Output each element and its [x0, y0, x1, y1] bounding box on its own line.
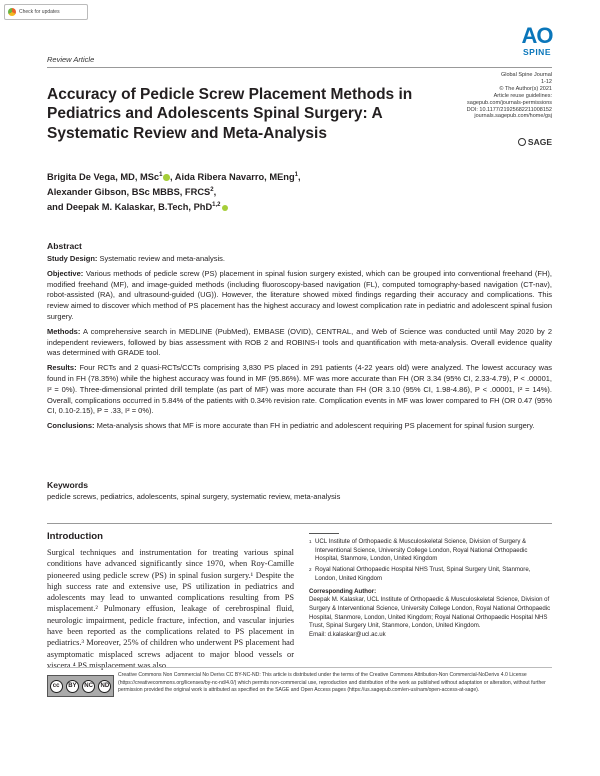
meta-doi[interactable]: DOI: 10.1177/21925682211008152 [466, 106, 552, 113]
author-affiliation-sup: 1,2 [212, 202, 221, 209]
meta-copyright: © The Author(s) 2021 [499, 85, 552, 92]
abstract-text: A comprehensive search in MEDLINE (PubMed), EMBASE (OVID), CENTRAL, and Web of Science was conducted until May 2020 by 2 independent reviewers, followed by bias assessment with ROB 2 and ROBINS-I tools and quantification with meta-analysis. Overall evidence quality was determined with GRADE tool. [47, 326, 552, 358]
corresponding-text: Deepak M. Kalaskar, UCL Institute of Orthopaedic & Musculoskeletal Science, Division of Surgery & Interventional Science, University College London, Royal National Orthopaedic Hospital, Stanmore, London, United Kingdom; Royal National Orthopaedic Hospital NHS Trust, Spinal Surgery Unit, Stanmore, London, United Kingdom. [309, 596, 551, 630]
abstract-methods [47, 327, 552, 359]
author-affiliation-sup: 1 [159, 172, 163, 178]
meta-reuse: Article reuse guidelines: [493, 92, 552, 99]
author-name: and Deepak M. Kalaskar, B.Tech, PhD [47, 202, 213, 213]
journal-logo-spine: SPINE [522, 47, 551, 57]
abstract-text: Four RCTs and 2 quasi-RCTs/CCTs comprising 3,830 PS placed in 291 patients (4-22 years old) were analyzed. The lowest accuracy was found in FH (78.35%) while the highest accuracy was found in MF (95.86%). MF was more accurate than FH (OR 3.34 (95% CI, 2.33-4.79), P < .00001, I² = 0%). Three-dimensional printed drill template (as part of MF) was more accurate than FH (OR 3.10 (95% CI, 1.98-4.86), P < .00001, I² = 14%). Overall, complications occurred in 5.84% of the patients with 0.34% revision rate. Complication events in MF was lower compared to FH (OR 0.47 (95% CI, 0.10-2.15), P = .33, I² = 0%). [47, 363, 552, 416]
author-separator: , [297, 172, 301, 183]
check-for-updates-button[interactable] [4, 4, 88, 20]
affiliation-text: UCL Institute of Orthopaedic & Musculoskeletal Science, Division of Surgery & Interventional Science, University College London, Royal National Orthopaedic Hospital, Stanmore, London, United Kingdom [315, 538, 528, 563]
journal-meta [467, 72, 552, 120]
abstract-label: Objective: [47, 268, 84, 278]
meta-pages: 1-12 [540, 78, 552, 85]
publisher-logo [518, 137, 552, 147]
abstract [47, 241, 552, 432]
nd-icon: ND [98, 680, 111, 693]
affiliation-item [309, 566, 552, 583]
keywords-list: pedicle screws, pediatrics, adolescents, spinal surgery, systematic review, meta-analysis [47, 492, 341, 501]
orcid-icon[interactable] [222, 205, 229, 212]
affiliation-divider [309, 533, 339, 534]
header-divider [47, 67, 552, 68]
affiliation-item [309, 538, 552, 564]
check-updates-icon [8, 8, 16, 16]
abstract-conclusions [47, 421, 552, 432]
abstract-study-design [47, 254, 552, 265]
affiliations [309, 538, 552, 640]
abstract-text: Various methods of pedicle screw (PS) placement in spinal fusion surgery existed, which can be grouped into conventional freehand (FH), modified freehand (MF), and image-guided methods (including fluoroscopy-based navigation (FL), computed tomography-based navigation (CT-nav), robot-assisted (RA), and ultrasound-guided (UG)). However, the literature showed mixed findings regarding their accuracy and complications. This review aimed to discover which method of PS placement has the highest accuracy and lowest complication rate in pediatric and adolescent spinal fusion surgery. [47, 268, 552, 321]
journal-logo [517, 25, 557, 57]
author-name: Aida Ribera Navarro, MEng [174, 172, 295, 183]
cc-icon: cc [50, 680, 63, 693]
abstract-label: Study Design: [47, 254, 98, 263]
check-updates-label: Check for updates [19, 9, 60, 15]
abstract-label: Methods: [47, 326, 81, 336]
cc-license-badge[interactable] [47, 675, 114, 697]
journal-logo-ao: AO [521, 23, 553, 48]
corresponding-heading: Corresponding Author: [309, 587, 377, 595]
affiliation-number: 2 [309, 567, 312, 573]
author-affiliation-sup: 2 [210, 187, 214, 194]
license-text: Creative Commons Non Commercial No Derivs CC BY-NC-ND: This article is distributed under the terms of the Creative Commons Attribution-Non Commercial-NoDerivs 4.0 License (https://creativecommons.org/licenses/by-nc-nd/4.0/) which permits non-commercial use, reproduction and distribution of the work as published without adaptation or alteration, without further permission provided the original work is attributed as specified on the SAGE and Open Access pages (https://us.sagepub.com/en-us/nam/open-access-at-sage). [118, 672, 546, 694]
author-name: Brigita De Vega, MD, MSc [47, 172, 160, 183]
sage-icon [518, 138, 526, 146]
section-divider [47, 523, 552, 524]
author-affiliation-sup: 1 [294, 172, 298, 178]
abstract-heading: Abstract [47, 241, 82, 251]
meta-journal-link[interactable]: journals.sagepub.com/home/gsj [474, 113, 552, 120]
abstract-text: Systematic review and meta-analysis. [97, 254, 225, 263]
abstract-objective [47, 269, 552, 323]
keywords-heading: Keywords [47, 480, 89, 490]
author-name: Alexander Gibson, BSc MBBS, FRCS [47, 187, 211, 198]
author-separator: , [169, 172, 175, 183]
introduction-text: Surgical techniques and instrumentation for treating various spinal conditions have advanced significantly since 1970, when Roy-Camille pioneered using pedicle screw (PS) in spinal fusion surgery.¹ Despite the high success rate and extensive use, PS utilization in pediatrics and adolescents may lead to unwanted complications resulting from PS misplacement.² Pulmonary effusion, leakage of cerebrospinal fluid, neurologic impairment, pedicle fracture, infection, and vascular injuries have been reported as the complications related to PS placement in pediatrics.³ Moreover, 25% of children who underwent PS placement had asymptomatic misplaced screws adjacent to major blood vessels or viscera.⁴ PS misplacement was also [47, 548, 294, 670]
nc-icon: NC [82, 680, 95, 693]
introduction-heading: Introduction [47, 531, 103, 542]
meta-permissions-link[interactable]: sagepub.com/journals-permissions [467, 99, 552, 106]
abstract-label: Conclusions: [47, 421, 95, 431]
affiliation-number: 1 [309, 539, 312, 544]
paper-title: Accuracy of Pedicle Screw Placement Methods in Pediatrics and Adolescents Spinal Surgery: A Systematic Review and Meta-Analysis [47, 86, 413, 142]
meta-journal: Global Spine Journal [500, 72, 552, 78]
publisher-name: SAGE [527, 137, 552, 147]
article-type: Review Article [47, 55, 95, 64]
footer-divider [47, 667, 552, 668]
corresponding-email[interactable]: Email: d.kalaskar@ucl.ac.uk [309, 631, 386, 639]
abstract-text: Meta-analysis shows that MF is more accurate than FH in pediatric and adolescent requiring PS placement for spinal fusion surgery. [94, 421, 535, 431]
abstract-results [47, 363, 552, 417]
affiliation-text: Royal National Orthopaedic Hospital NHS Trust, Spinal Surgery Unit, Stanmore, London, United Kingdom [315, 566, 531, 582]
author-separator: , [213, 187, 217, 198]
abstract-label: Results: [47, 363, 77, 373]
author-list [47, 169, 447, 215]
by-icon: BY [66, 680, 79, 693]
